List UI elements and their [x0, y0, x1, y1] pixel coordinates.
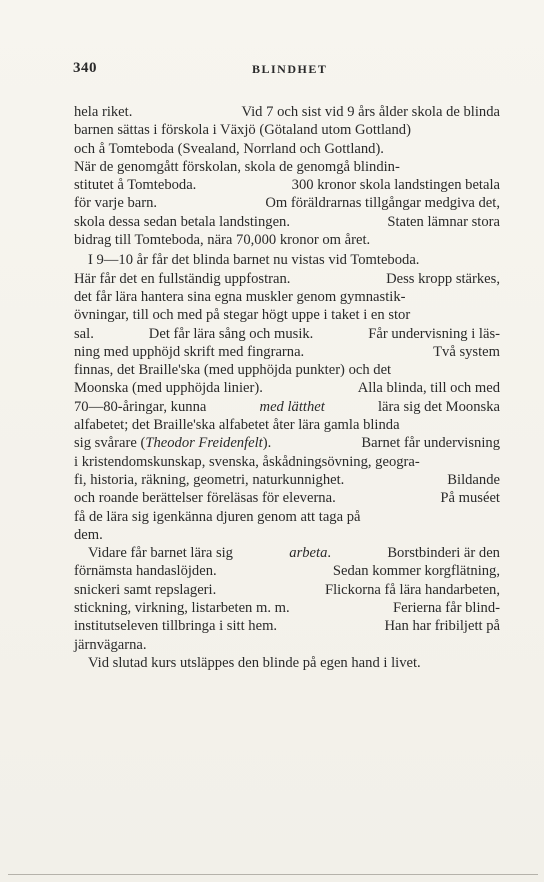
text-group	[74, 288, 405, 306]
text-segment: Det får lära sång och musik.	[148, 325, 314, 342]
text-segment: Moonska (med upphöjda linier).	[74, 380, 263, 397]
text-segment: för varje barn.	[74, 195, 158, 212]
text-line	[74, 508, 500, 526]
text-segment: finnas, det Braille'ska (med upphöjda punkter) och det	[74, 362, 392, 379]
text-segment: arbeta	[289, 545, 328, 562]
text-group	[74, 158, 400, 176]
text-group	[74, 617, 277, 635]
text-line	[74, 654, 500, 672]
text-group	[74, 416, 400, 434]
text-segment: När de genomgått förskolan, skola de genomgå blindin-	[74, 158, 400, 175]
text-segment: i kristendomskunskap, svenska, åskådningsövning, geogra-	[74, 453, 420, 470]
text-line	[74, 379, 500, 397]
text-segment: med lätthet	[259, 398, 325, 415]
text-segment: sig svårare (	[74, 435, 146, 452]
text-segment: fi, historia, räkning, geometri, naturkunnighet.	[74, 471, 345, 488]
text-group	[447, 471, 500, 489]
text-group	[74, 194, 157, 212]
text-line	[74, 270, 500, 288]
text-segment: Staten lämnar stora	[387, 213, 500, 230]
text-segment: Theodor Freidenfelt	[145, 435, 263, 452]
text-segment: övningar, till och med på stegar högt uppe i taket i en stor	[74, 307, 411, 324]
text-line	[74, 251, 500, 269]
text-line	[74, 158, 500, 176]
text-group	[433, 343, 500, 361]
text-group	[74, 176, 196, 194]
text-line	[74, 306, 500, 324]
text-segment: Här får det en fullständig uppfostran.	[74, 270, 291, 287]
text-group	[74, 636, 147, 654]
text-segment: Flickorna få lära handarbeten,	[324, 581, 500, 598]
text-group	[74, 213, 290, 231]
text-segment: Vid 7 och sist vid 9 års ålder skola de blinda	[241, 104, 500, 120]
text-group	[74, 526, 103, 544]
text-line	[74, 416, 500, 434]
text-group	[74, 434, 271, 452]
running-head: BLINDHET	[252, 62, 328, 76]
text-segment: institutseleven tillbringa i sitt hem.	[74, 618, 278, 635]
text-line	[74, 140, 500, 158]
text-group	[88, 251, 419, 269]
text-line	[74, 544, 500, 562]
text-group	[74, 471, 344, 489]
text-segment: järnvägarna.	[74, 636, 147, 653]
text-segment: Borstbinderi är den	[387, 545, 500, 562]
text-segment: och roande berättelser föreläsas för eleverna.	[74, 490, 336, 507]
text-segment: Får undervisning i läs-	[368, 325, 500, 342]
text-line	[74, 489, 500, 507]
text-segment: Barnet får undervisning	[361, 435, 500, 452]
text-segment: Om föräldrarnas tillgångar medgiva det,	[265, 195, 500, 212]
page-number: 340	[73, 60, 97, 76]
text-line	[74, 361, 500, 379]
text-line	[74, 453, 500, 471]
text-segment: Vid slutad kurs utsläppes den blinde på egen hand i livet.	[88, 654, 421, 671]
text-segment: sal.	[74, 325, 94, 342]
text-line	[74, 398, 500, 416]
text-group	[74, 489, 336, 507]
text-segment: stickning, virkning, listarbeten m. m.	[74, 600, 290, 617]
text-group	[74, 361, 391, 379]
text-group	[241, 103, 500, 121]
text-segment: ning med upphöjd skrift med fingrarna.	[74, 343, 305, 360]
text-segment: stitutet å Tomteboda.	[74, 177, 197, 194]
text-group	[149, 325, 314, 343]
text-group	[358, 379, 500, 397]
text-group	[74, 270, 290, 288]
text-line	[74, 325, 500, 343]
text-segment: bidrag till Tomteboda, nära 70,000 kronor om året.	[74, 232, 371, 249]
text-segment: Sedan kommer korgflätning,	[332, 563, 500, 580]
text-segment: få de lära sig igenkänna djuren genom att taga på	[74, 508, 361, 525]
text-line	[74, 176, 500, 194]
text-segment: snickeri samt repslageri.	[74, 581, 217, 598]
text-group	[289, 544, 331, 562]
text-group	[88, 654, 421, 672]
text-group	[74, 599, 290, 617]
text-line	[74, 636, 500, 654]
text-segment: .	[327, 545, 332, 562]
text-line	[74, 103, 500, 121]
text-group	[88, 544, 233, 562]
page-header	[70, 60, 500, 84]
text-line	[74, 231, 500, 249]
text-line	[74, 213, 500, 231]
text-group	[74, 398, 206, 416]
text-group	[368, 325, 500, 343]
text-segment: alfabetet; det Braille'ska alfabetet åter lära gamla blinda	[74, 417, 400, 434]
text-group	[74, 508, 361, 526]
text-group	[333, 562, 500, 580]
text-line	[74, 599, 500, 617]
text-segment: Alla blinda, till och med	[357, 380, 500, 397]
text-group	[387, 544, 500, 562]
text-segment: Han har fribiljett på	[384, 618, 500, 635]
text-line	[74, 194, 500, 212]
text-group	[74, 140, 384, 158]
text-group	[385, 617, 501, 635]
text-group	[74, 325, 94, 343]
text-group	[325, 581, 500, 599]
text-group	[260, 398, 325, 416]
text-segment: Ferierna får blind-	[393, 600, 500, 617]
text-group	[386, 270, 500, 288]
text-group	[74, 581, 216, 599]
page-bottom-edge	[8, 874, 538, 875]
text-group	[393, 599, 500, 617]
text-segment: På muséet	[440, 490, 500, 507]
text-segment: ).	[262, 435, 272, 452]
text-segment: dem.	[74, 526, 103, 543]
text-segment: 70—80-åringar, kunna	[74, 398, 207, 415]
text-segment: hela riket.	[74, 104, 133, 120]
text-segment: Två system	[433, 343, 500, 360]
text-line	[74, 288, 500, 306]
text-segment: Bildande	[447, 471, 500, 488]
text-group	[74, 121, 411, 139]
text-group	[387, 213, 500, 231]
text-group	[74, 343, 304, 361]
text-line	[74, 562, 500, 580]
text-segment: 300 kronor skola landstingen betala	[291, 177, 500, 194]
text-line	[74, 526, 500, 544]
text-segment: Vidare får barnet lära sig	[88, 545, 233, 562]
text-segment: förnämsta handaslöjden.	[74, 563, 217, 580]
text-group	[361, 434, 500, 452]
text-line	[74, 343, 500, 361]
text-group	[74, 562, 217, 580]
text-segment: och å Tomteboda (Svealand, Norrland och Gottland).	[74, 140, 384, 157]
text-line	[74, 121, 500, 139]
text-group	[265, 194, 500, 212]
text-segment: Dess kropp stärkes,	[386, 270, 500, 287]
text-group	[378, 398, 500, 416]
text-segment: det får lära hantera sina egna muskler genom gymnastik-	[74, 288, 406, 305]
text-group	[74, 103, 132, 121]
text-line	[74, 471, 500, 489]
text-segment: barnen sättas i förskola i Växjö (Götaland utom Gottland)	[74, 122, 411, 139]
text-group	[74, 453, 420, 471]
text-segment: lära sig det Moonska	[377, 398, 500, 415]
text-line	[74, 581, 500, 599]
text-group	[74, 231, 370, 249]
text-group	[292, 176, 500, 194]
text-segment: skola dessa sedan betala landstingen.	[74, 213, 291, 230]
text-group	[440, 489, 500, 507]
body-text	[74, 103, 500, 672]
text-segment: I 9—10 år får det blinda barnet nu vistas vid Tomteboda.	[88, 252, 420, 269]
text-group	[74, 379, 263, 397]
text-group	[74, 306, 410, 324]
text-line	[74, 617, 500, 635]
text-line	[74, 434, 500, 452]
